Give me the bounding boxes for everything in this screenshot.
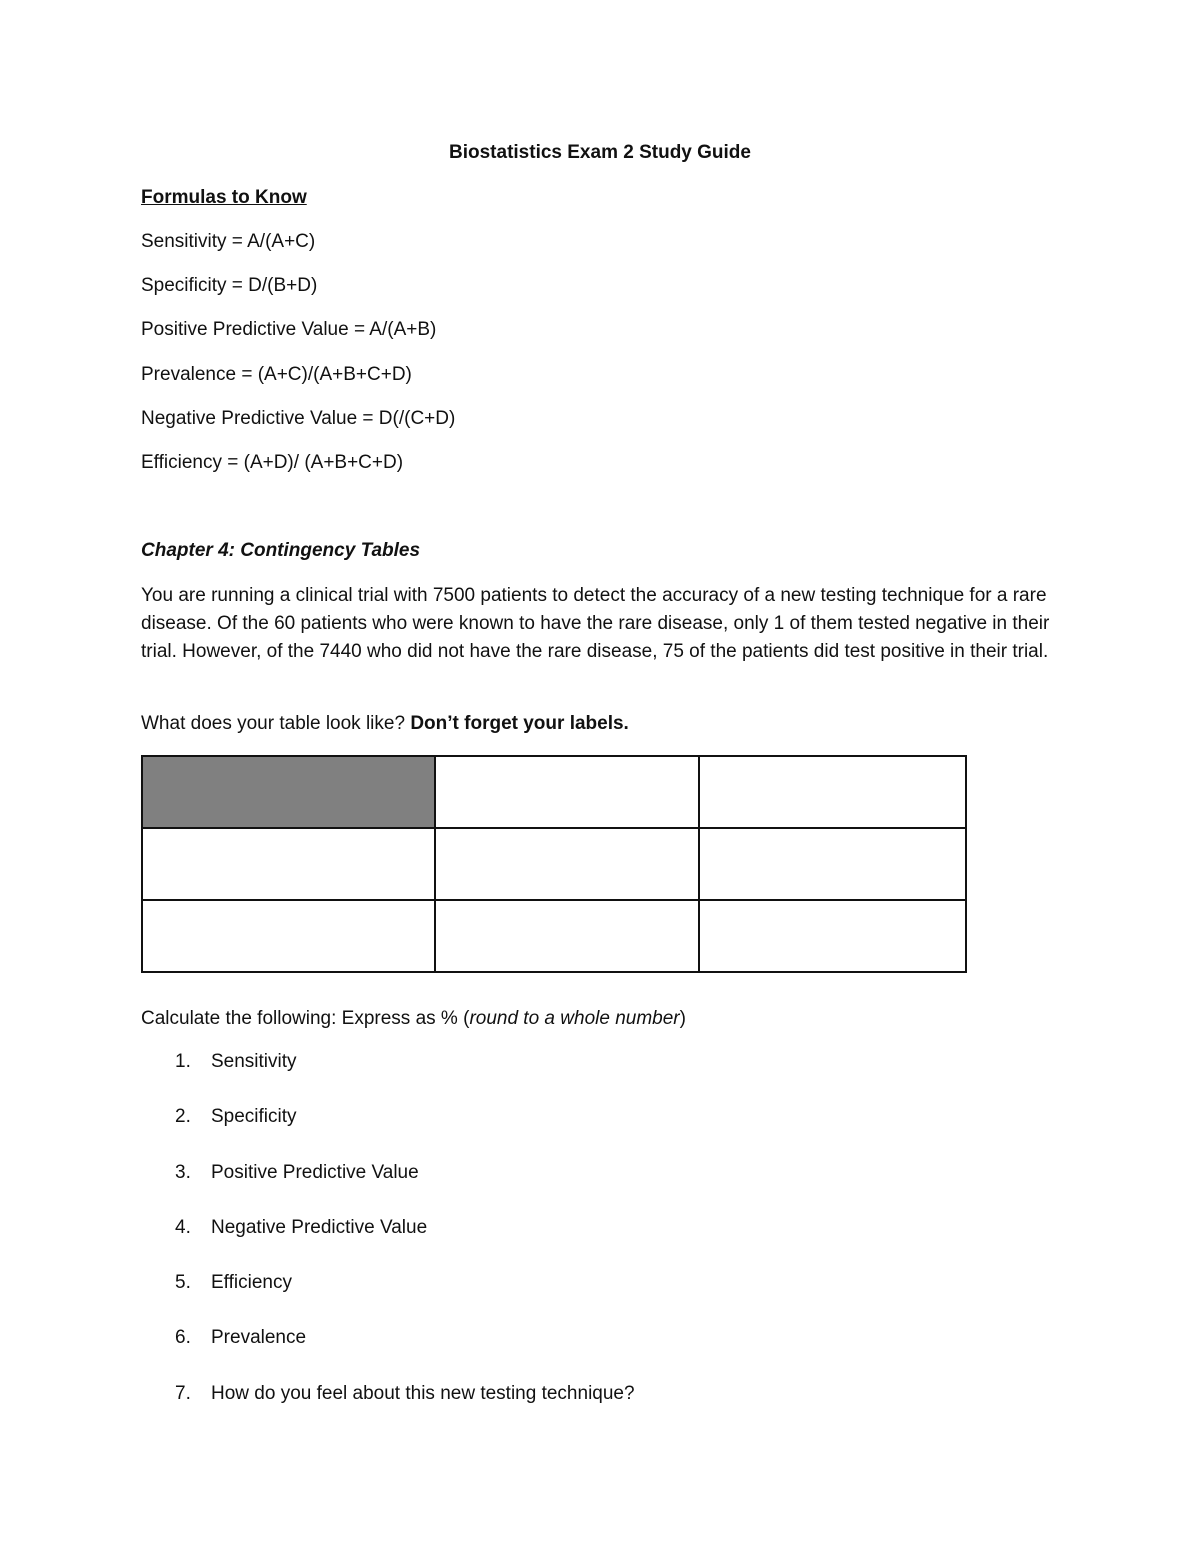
table-cell — [435, 756, 699, 828]
question-text: Prevalence — [211, 1327, 307, 1349]
table-cell — [142, 828, 435, 900]
question-number: 5. — [175, 1272, 191, 1294]
formula-ppv: Positive Predictive Value = A/(A+B) — [141, 319, 437, 340]
question-text: Efficiency — [211, 1272, 292, 1294]
formula-npv: Negative Predictive Value = D(/(C+D) — [141, 408, 456, 429]
calculate-intro-end: ) — [679, 1008, 686, 1029]
table-prompt-emphasis: Don’t forget your labels. — [410, 713, 629, 734]
table-cell — [699, 828, 966, 900]
calculate-intro-text: Calculate the following: Express as % ( — [141, 1008, 470, 1029]
formula-prevalence: Prevalence = (A+C)/(A+B+C+D) — [141, 364, 412, 385]
table-cell — [699, 756, 966, 828]
table-cell — [699, 900, 966, 972]
question-number: 6. — [175, 1327, 191, 1349]
question-list — [175, 1051, 635, 1438]
page-title: Biostatistics Exam 2 Study Guide — [449, 142, 751, 163]
question-number: 4. — [175, 1216, 191, 1238]
list-item — [175, 1217, 635, 1272]
list-item — [175, 1162, 635, 1217]
question-number: 3. — [175, 1161, 191, 1183]
question-number: 1. — [175, 1051, 191, 1072]
table-cell — [435, 828, 699, 900]
question-number: 2. — [175, 1106, 191, 1128]
list-item — [175, 1272, 635, 1327]
table-cell — [435, 900, 699, 972]
formula-efficiency: Efficiency = (A+D)/ (A+B+C+D) — [141, 452, 404, 473]
table-prompt — [141, 713, 629, 735]
question-number: 7. — [175, 1382, 191, 1404]
table-row — [142, 828, 966, 900]
scenario-paragraph: You are running a clinical trial with 7500 patients to detect the accuracy of a new testing technique for a rare disease. Of the 60 patients who were known to have the rare disease, only 1 of them tested negative in their trial. However, of the 7440 who did not have the rare disease, 75 of the patients did test positive in their trial. — [141, 585, 1050, 662]
formula-specificity: Specificity = D/(B+D) — [141, 275, 318, 296]
formula-sensitivity: Sensitivity = A/(A+C) — [141, 231, 316, 252]
question-text: Specificity — [211, 1106, 297, 1128]
list-item — [175, 1327, 635, 1382]
list-item — [175, 1106, 635, 1161]
contingency-table — [141, 755, 967, 973]
question-text: Positive Predictive Value — [211, 1161, 419, 1183]
table-row — [142, 756, 966, 828]
chapter-heading: Chapter 4: Contingency Tables — [141, 540, 421, 561]
formulas-heading: Formulas to Know — [141, 187, 307, 208]
calculate-intro — [141, 1008, 686, 1030]
question-text: Negative Predictive Value — [211, 1216, 428, 1238]
table-row — [142, 900, 966, 972]
table-corner-cell — [142, 756, 435, 828]
calculate-intro-italic: round to a whole number — [469, 1008, 680, 1029]
table-cell — [142, 900, 435, 972]
question-text: How do you feel about this new testing technique? — [211, 1382, 635, 1404]
list-item — [175, 1383, 635, 1438]
table-prompt-text: What does your table look like? — [141, 713, 411, 734]
list-item — [175, 1051, 635, 1106]
question-text: Sensitivity — [211, 1051, 297, 1072]
